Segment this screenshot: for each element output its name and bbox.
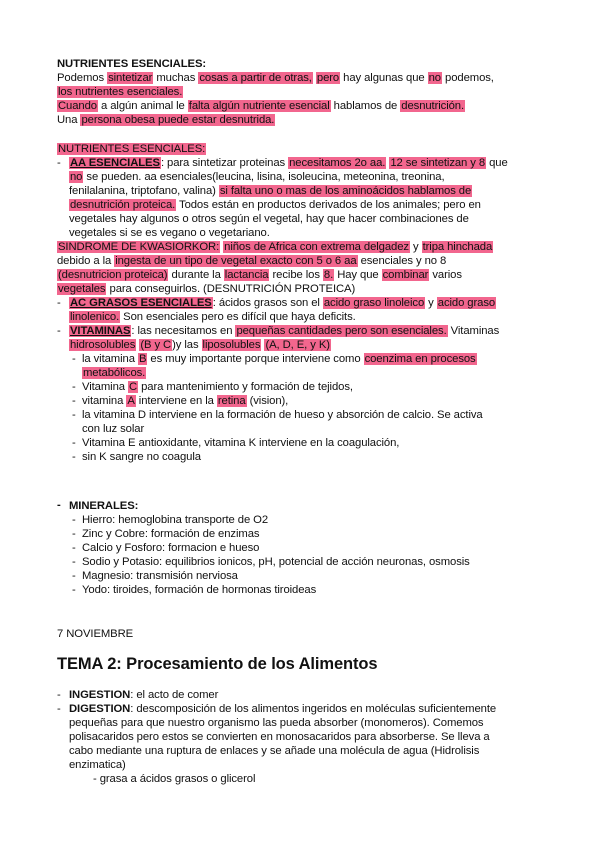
line [69, 212, 469, 226]
text-run: debido a la [57, 255, 115, 267]
text-run: muchas [153, 72, 199, 84]
text-run: DIGESTION [69, 703, 131, 715]
text-run: que [486, 157, 508, 169]
text-run: INGESTION [69, 689, 131, 701]
line [69, 758, 126, 772]
highlighted-text: hidrosolubles [70, 339, 136, 351]
text-run: Sodio y Potasio: equilibrios ionicos, pH, potencial de acción neuronas, osmosis [82, 556, 470, 568]
section-heading [57, 654, 377, 674]
highlighted-text: combinar [382, 269, 429, 281]
text-run: : descomposición de los alimentos ingeridos en moléculas suficientemente [130, 703, 497, 715]
text-run: Zinc y Cobre: formación de enzimas [82, 528, 260, 540]
highlighted-text: tripa hinchada [422, 241, 493, 253]
text-run: )y las [172, 339, 202, 351]
highlighted-text: lactancia [224, 269, 269, 281]
text-run: sin K sangre no coagula [82, 451, 201, 463]
sub-dash: - [72, 528, 76, 540]
text-run: : para sintetizar proteinas [160, 157, 289, 169]
highlighted-text: (desnutricion proteica) [58, 269, 168, 281]
line [69, 324, 499, 338]
text-run: Vitamina E antioxidante, vitamina K interviene en la coagulación, [82, 437, 400, 449]
line [57, 268, 462, 282]
line [69, 226, 270, 240]
highlighted-text: 12 se sintetizan y 8 [390, 157, 486, 169]
sub-dash: - [72, 437, 76, 449]
highlighted-text: retina [217, 395, 246, 407]
sub-dash: - [72, 451, 76, 463]
line [57, 57, 206, 71]
line [57, 85, 183, 99]
date-line [57, 627, 133, 641]
text-run: Hay que [334, 269, 382, 281]
text-run: Vitamina [82, 381, 128, 393]
line [69, 716, 484, 730]
sub-dash: - [72, 381, 76, 393]
highlighted-text: no [428, 72, 441, 84]
text-run: Magnesio: transmisión nerviosa [82, 570, 238, 582]
line [93, 772, 255, 786]
text-run: la vitamina [82, 353, 138, 365]
highlighted-text: B [138, 353, 147, 365]
text-run: polisacaridos pero estos se convierten en monosacaridos para absorberse. Se lleva a [69, 731, 490, 743]
text-run: vitamina [82, 395, 127, 407]
text-run: : el acto de comer [130, 689, 219, 701]
text-run: cabo mediante una ruptura de enlaces y se añade una molécula de agua (Hidrolisis [69, 745, 480, 757]
highlighted-text: acido graso [437, 297, 496, 309]
text-run: Yodo: tiroides, formación de hormonas tiroideas [82, 584, 317, 596]
highlighted-text: desnutrición. [401, 100, 465, 112]
text-run: varios [429, 269, 462, 281]
line [82, 422, 144, 436]
sub-dash: - [72, 556, 76, 568]
highlighted-text: coenzima en procesos [364, 353, 476, 365]
highlighted-text: Cuando [58, 100, 97, 112]
sub-dash: - [72, 409, 76, 421]
highlighted-text: persona obesa puede estar desnutrida. [81, 114, 275, 126]
text-run: - grasa a ácidos grasos o glicerol [93, 773, 256, 785]
highlighted-text: liposolubles [202, 339, 261, 351]
text-run: recibe los [269, 269, 323, 281]
sub-dash: - [72, 542, 76, 554]
highlighted-text: pequeñas cantidades pero son esenciales. [236, 325, 447, 337]
highlighted-text: metabólicos. [83, 367, 146, 379]
text-run: interviene en la [135, 395, 217, 407]
text-run: hablamos de [330, 100, 401, 112]
text-run: es muy importante porque interviene como [147, 353, 364, 365]
line [82, 380, 353, 394]
highlighted-text: necesitamos 2o aa. [289, 157, 386, 169]
line [82, 555, 470, 569]
line [82, 436, 399, 450]
bullet-dash: - [57, 499, 61, 511]
highlighted-text: SINDROME DE KWASIORKOR: [58, 241, 220, 253]
highlighted-text: niños de Africa con extrema delgadez [224, 241, 409, 253]
highlighted-text: sintetizar [108, 72, 153, 84]
highlighted-text: no [70, 171, 83, 183]
line [82, 527, 259, 541]
line [82, 408, 483, 422]
highlighted-text: (A, D, E, y K) [265, 339, 330, 351]
line [82, 366, 146, 380]
line [57, 99, 465, 113]
text-run: podemos, [442, 72, 494, 84]
text-run: Calcio y Fosforo: formacion e hueso [82, 542, 260, 554]
line [57, 240, 493, 254]
text-run: Hierro: hemoglobina transporte de O2 [82, 514, 269, 526]
text-run: Todos están en productos derivados de los animales; pero en [176, 199, 481, 211]
text-run: enzimatica) [69, 759, 126, 771]
text-run: la vitamina D interviene en la formación de hueso y absorción de calcio. Se activa [82, 409, 483, 421]
text-run: 7 NOVIEMBRE [57, 628, 134, 640]
bullet-dash: - [57, 703, 61, 715]
text-run: y [409, 241, 422, 253]
text-run: TEMA 2: Procesamiento de los Alimentos [57, 655, 378, 673]
line [69, 730, 490, 744]
line [69, 184, 472, 198]
highlighted-text: C [129, 381, 138, 393]
sub-dash: - [72, 353, 76, 365]
text-run: durante la [168, 269, 224, 281]
text-run: y [425, 297, 437, 309]
line [69, 170, 445, 184]
line [69, 296, 496, 310]
line [69, 499, 138, 513]
text-run: hay algunas que [340, 72, 428, 84]
line [69, 744, 479, 758]
text-run: Podemos [57, 72, 108, 84]
highlighted-text: (B y C [140, 339, 172, 351]
line [69, 688, 218, 702]
text-run: : las necesitamos en [131, 325, 236, 337]
line [82, 450, 201, 464]
bullet-dash: - [57, 689, 61, 701]
line [69, 338, 331, 352]
highlighted-text: linolenico. [70, 311, 120, 323]
line [82, 513, 268, 527]
text-run: para mantenimiento y formación de tejidos, [138, 381, 353, 393]
bullet-dash: - [57, 157, 61, 169]
highlighted-text: falta algún nutriente esencial [188, 100, 330, 112]
highlighted-text: VITAMINAS [70, 325, 131, 337]
line [82, 583, 316, 597]
text-run: fenilalanina, triptofano, valina) [69, 185, 219, 197]
text-run: esenciales y no 8 [357, 255, 447, 267]
bullet-dash: - [57, 325, 61, 337]
text-run: se pueden. aa esenciales(leucina, lisina, isoleucina, meteonina, treonina, [83, 171, 445, 183]
highlighted-text: NUTRIENTES ESENCIALES: [58, 143, 206, 155]
highlighted-text: si falta uno o mas de los aminoácidos hablamos de [219, 185, 472, 197]
line [69, 198, 481, 212]
line [82, 569, 238, 583]
line [69, 156, 508, 170]
text-run: con luz solar [82, 423, 145, 435]
text-run: vegetales hay algunos o otros según el vegetal, hay que hacer combinaciones de [69, 213, 469, 225]
highlighted-text: los nutrientes esenciales. [58, 86, 183, 98]
highlighted-text: desnutrición proteica. [70, 199, 176, 211]
highlighted-text: ingesta de un tipo de vegetal exacto con 5 o 6 aa [115, 255, 357, 267]
line [82, 394, 288, 408]
sub-dash: - [72, 570, 76, 582]
text-run: (vision), [246, 395, 289, 407]
text-run: MINERALES: [69, 500, 139, 512]
line [57, 142, 206, 156]
text-run: : ácidos grasos son el [212, 297, 323, 309]
text-run: Son esenciales pero es difícil que haya deficits. [120, 311, 356, 323]
text-run: NUTRIENTES ESENCIALES: [57, 58, 207, 70]
sub-dash: - [72, 395, 76, 407]
text-run: Una [57, 114, 81, 126]
bullet-dash: - [57, 297, 61, 309]
highlighted-text: pero [316, 72, 340, 84]
line [57, 113, 275, 127]
line [82, 541, 259, 555]
highlighted-text: cosas a partir de otras, [199, 72, 312, 84]
line [57, 282, 355, 296]
text-run: Vitaminas [447, 325, 500, 337]
sub-dash: - [72, 514, 76, 526]
sub-dash: - [72, 584, 76, 596]
highlighted-text: AC GRASOS ESENCIALES [70, 297, 212, 309]
highlighted-text: AA ESENCIALES [70, 157, 160, 169]
line [69, 310, 356, 324]
text-run: para conseguirlos. (DESNUTRICIÓN PROTEICA) [106, 283, 356, 295]
line [57, 71, 494, 85]
text-run: a algún animal le [97, 100, 188, 112]
highlighted-text: A [127, 395, 135, 407]
text-run: pequeñas para que nuestro organismo las pueda absorber (monomeros). Comemos [69, 717, 484, 729]
highlighted-text: 8. [323, 269, 334, 281]
line [69, 702, 496, 716]
text-run: vegetales si se es vegano o vegetariano. [69, 227, 270, 239]
line [82, 352, 477, 366]
highlighted-text: vegetales [58, 283, 106, 295]
highlighted-text: acido graso linoleico [323, 297, 425, 309]
line [57, 254, 446, 268]
